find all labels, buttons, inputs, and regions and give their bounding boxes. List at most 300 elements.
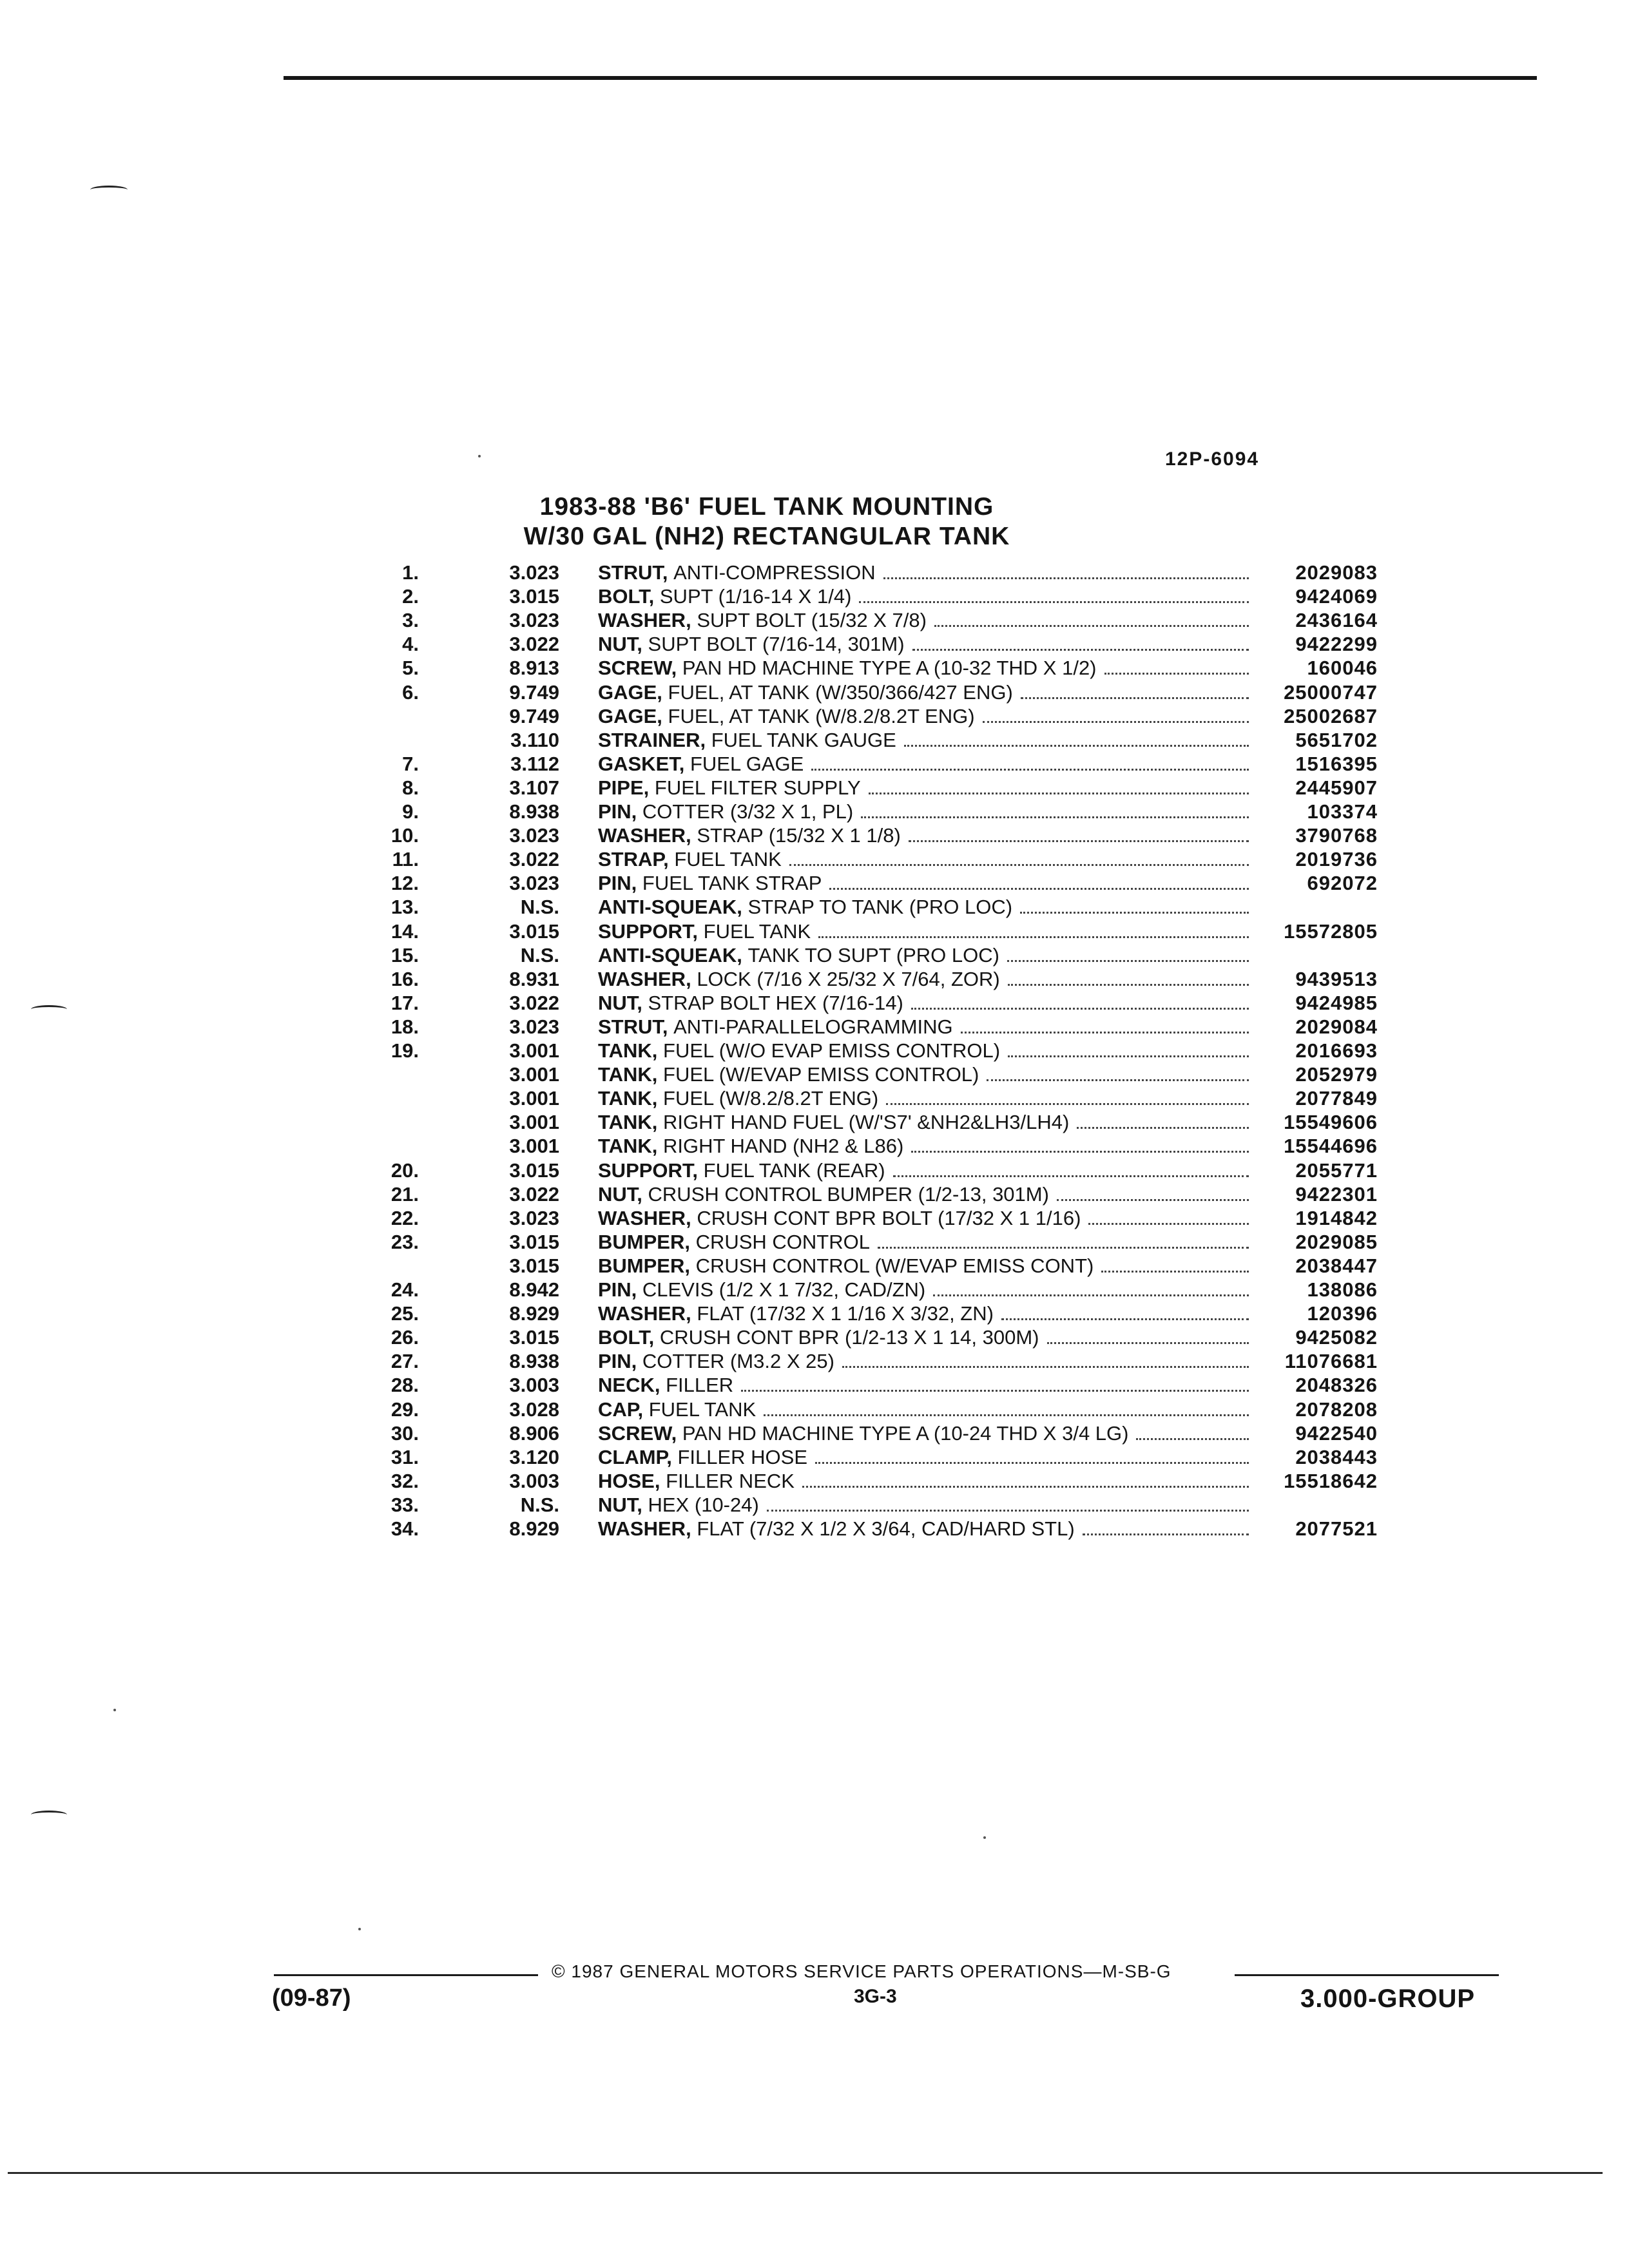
- part-name: SUPPORT,: [598, 920, 699, 943]
- table-row: [0, 895, 1629, 919]
- part-name: SCREW,: [598, 657, 677, 679]
- part-description: [598, 1349, 1249, 1373]
- part-number: 138086: [1307, 1278, 1378, 1301]
- ref-number: 2.: [402, 585, 419, 608]
- group-number: 8.931: [509, 968, 559, 990]
- table-row: [0, 943, 1629, 967]
- table-row: [0, 991, 1629, 1015]
- part-description: [598, 608, 1249, 632]
- ref-number: 12.: [390, 872, 419, 894]
- table-row: [0, 1421, 1629, 1445]
- ref-number: 1.: [402, 561, 419, 584]
- part-number: 9422540: [1295, 1422, 1378, 1445]
- dot-leader: [1008, 968, 1249, 986]
- part-name: NUT,: [598, 633, 642, 655]
- part-detail: FUEL (W/8.2/8.2T ENG): [663, 1087, 879, 1110]
- part-detail: CLEVIS (1/2 X 1 7/32, CAD/ZN): [642, 1278, 926, 1301]
- dot-leader: [883, 561, 1249, 579]
- table-row: [0, 704, 1629, 728]
- table-row: [0, 776, 1629, 800]
- part-detail: STRAP BOLT HEX (7/16-14): [648, 992, 903, 1014]
- part-detail: FILLER HOSE: [677, 1446, 808, 1468]
- part-detail: FUEL TANK STRAP: [642, 872, 822, 894]
- part-name: ANTI-SQUEAK,: [598, 944, 742, 966]
- table-row: [0, 1469, 1629, 1493]
- group-number: 3.001: [509, 1111, 559, 1133]
- part-detail: PAN HD MACHINE TYPE A (10-32 THD X 1/2): [682, 657, 1097, 679]
- part-description: [598, 1469, 1249, 1493]
- part-number: 160046: [1307, 657, 1378, 679]
- part-number: 103374: [1307, 800, 1378, 823]
- part-detail: CRUSH CONTROL BUMPER (1/2-13, 301M): [648, 1183, 1049, 1206]
- dot-leader: [909, 824, 1249, 842]
- footer-rule-left: [274, 1974, 538, 1976]
- group-number: 3.001: [509, 1063, 559, 1086]
- part-detail: SUPT BOLT (7/16-14, 301M): [648, 633, 905, 655]
- part-description: [598, 1062, 1249, 1086]
- group-number: 3.003: [509, 1470, 559, 1492]
- part-detail: FLAT (7/32 X 1/2 X 3/64, CAD/HARD STL): [697, 1517, 1075, 1540]
- dot-leader: [904, 729, 1249, 747]
- part-description: [598, 991, 1249, 1015]
- part-description: [598, 871, 1249, 895]
- group-number: 3.023: [509, 1015, 559, 1038]
- part-name: CLAMP,: [598, 1446, 672, 1468]
- part-detail: ANTI-COMPRESSION: [673, 561, 876, 584]
- ref-number: 33.: [390, 1494, 419, 1516]
- part-description: [598, 1302, 1249, 1325]
- table-row: [0, 919, 1629, 943]
- part-number: 15572805: [1284, 920, 1378, 943]
- part-number: 5651702: [1295, 729, 1378, 751]
- part-number: 3790768: [1295, 824, 1378, 847]
- page-title: 1983-88 'B6' FUEL TANK MOUNTING: [539, 493, 994, 521]
- part-detail: FUEL GAGE: [689, 753, 804, 775]
- copyright-notice: © 1987 GENERAL MOTORS SERVICE PARTS OPERATIONS—M-SB-G: [552, 1961, 1171, 1981]
- part-description: [598, 823, 1249, 847]
- illustration-number: 12P-6094: [1165, 448, 1260, 470]
- table-row: [0, 561, 1629, 584]
- part-description: [598, 752, 1249, 776]
- dot-leader: [987, 1063, 1249, 1081]
- group-number: 3.107: [509, 776, 559, 799]
- part-name: PIPE,: [598, 776, 650, 799]
- ref-number: 32.: [390, 1470, 419, 1492]
- group-number: 3.015: [509, 1231, 559, 1253]
- part-description: [598, 1206, 1249, 1230]
- group-number: 3.023: [509, 824, 559, 847]
- table-row: [0, 1110, 1629, 1134]
- group-number: 3.023: [509, 872, 559, 894]
- dot-leader: [1077, 1111, 1249, 1129]
- part-number: 9439513: [1295, 968, 1378, 990]
- page-number: 3G-3: [854, 1986, 897, 2007]
- part-number: 15544696: [1284, 1135, 1378, 1157]
- dot-leader: [1001, 1302, 1249, 1320]
- dot-leader: [961, 1015, 1249, 1033]
- part-description: [598, 656, 1249, 680]
- part-number: 1914842: [1295, 1207, 1378, 1229]
- group-number: 9.749: [509, 705, 559, 727]
- dot-leader: [911, 1135, 1249, 1153]
- ref-number: 9.: [402, 800, 419, 823]
- table-row: [0, 1278, 1629, 1302]
- part-detail: STRAP (15/32 X 1 1/8): [697, 824, 901, 847]
- binder-hole-mark: [31, 1811, 67, 1819]
- part-name: WASHER,: [598, 1517, 691, 1540]
- part-detail: CRUSH CONTROL (W/EVAP EMISS CONT): [695, 1254, 1094, 1277]
- part-detail: CRUSH CONT BPR (1/2-13 X 1 14, 300M): [659, 1326, 1039, 1349]
- dot-leader: [1057, 1183, 1249, 1201]
- part-description: [598, 967, 1249, 991]
- part-description: [598, 943, 1249, 967]
- part-detail: COTTER (M3.2 X 25): [642, 1350, 834, 1372]
- part-number: 11076681: [1284, 1350, 1378, 1372]
- ref-number: 18.: [390, 1015, 419, 1038]
- scan-speck: [113, 1709, 116, 1711]
- part-number: 2038447: [1295, 1254, 1378, 1277]
- part-number: 2048326: [1295, 1374, 1378, 1396]
- ref-number: 30.: [390, 1422, 419, 1445]
- group-number: 3.001: [509, 1135, 559, 1157]
- part-description: [598, 1373, 1249, 1397]
- ref-number: 10.: [390, 824, 419, 847]
- part-name: TANK,: [598, 1087, 658, 1110]
- table-row: [0, 1325, 1629, 1349]
- table-row: [0, 632, 1629, 656]
- group-number: 3.023: [509, 1207, 559, 1229]
- bottom-rule: [8, 2172, 1603, 2174]
- part-description: [598, 1325, 1249, 1349]
- part-name: SUPPORT,: [598, 1159, 699, 1182]
- part-name: WASHER,: [598, 968, 691, 990]
- group-number: 8.938: [509, 800, 559, 823]
- part-description: [598, 1445, 1249, 1469]
- part-name: WASHER,: [598, 1207, 691, 1229]
- dot-leader: [1020, 896, 1249, 914]
- dot-leader: [934, 609, 1249, 627]
- dot-leader: [878, 1231, 1249, 1249]
- part-number: 2077849: [1295, 1087, 1378, 1110]
- part-number: 2029085: [1295, 1231, 1378, 1253]
- part-name: WASHER,: [598, 824, 691, 847]
- part-number: 2078208: [1295, 1398, 1378, 1421]
- top-rule: [284, 76, 1537, 80]
- part-name: STRAINER,: [598, 729, 706, 751]
- group-number: 3.003: [509, 1374, 559, 1396]
- part-detail: FUEL, AT TANK (W/8.2/8.2T ENG): [668, 705, 975, 727]
- ref-number: 14.: [390, 920, 419, 943]
- part-number: 2029083: [1295, 561, 1378, 584]
- part-detail: FUEL, AT TANK (W/350/366/427 ENG): [668, 681, 1013, 704]
- part-number: 2055771: [1295, 1159, 1378, 1182]
- dot-leader: [886, 1087, 1249, 1105]
- part-description: [598, 847, 1249, 871]
- dot-leader: [741, 1374, 1249, 1392]
- part-detail: HEX (10-24): [648, 1494, 759, 1516]
- part-description: [598, 1182, 1249, 1206]
- part-detail: FUEL TANK (REAR): [703, 1159, 885, 1182]
- part-description: [598, 800, 1249, 823]
- ref-number: 17.: [390, 992, 419, 1014]
- dot-leader: [789, 848, 1249, 866]
- table-row: [0, 1398, 1629, 1421]
- ref-number: 23.: [390, 1231, 419, 1253]
- part-description: [598, 561, 1249, 584]
- part-number: 2052979: [1295, 1063, 1378, 1086]
- dot-leader: [983, 705, 1249, 723]
- part-name: TANK,: [598, 1063, 658, 1086]
- part-name: BOLT,: [598, 1326, 655, 1349]
- scan-speck: [478, 455, 481, 457]
- ref-number: 28.: [390, 1374, 419, 1396]
- table-row: [0, 1182, 1629, 1206]
- part-detail: FUEL TANK GAUGE: [711, 729, 896, 751]
- ref-number: 8.: [402, 776, 419, 799]
- dot-leader: [815, 1446, 1249, 1464]
- table-row: [0, 1349, 1629, 1373]
- table-row: [0, 1493, 1629, 1517]
- part-name: STRUT,: [598, 1015, 668, 1038]
- part-name: TANK,: [598, 1039, 658, 1062]
- table-row: [0, 1086, 1629, 1110]
- part-name: GASKET,: [598, 753, 685, 775]
- part-detail: TANK TO SUPT (PRO LOC): [747, 944, 999, 966]
- part-detail: FUEL TANK: [703, 920, 811, 943]
- dot-leader: [1007, 944, 1249, 962]
- part-name: NECK,: [598, 1374, 660, 1396]
- part-detail: FUEL FILTER SUPPLY: [654, 776, 861, 799]
- group-number: 3.112: [510, 753, 559, 775]
- group-number: 8.929: [509, 1302, 559, 1325]
- dot-leader: [1088, 1207, 1249, 1225]
- part-description: [598, 680, 1249, 704]
- part-number: 2016693: [1295, 1039, 1378, 1062]
- group-number: N.S.: [520, 896, 559, 918]
- ref-number: 31.: [390, 1446, 419, 1468]
- part-number: 2445907: [1295, 776, 1378, 799]
- group-number: 3.022: [509, 633, 559, 655]
- table-row: [0, 1445, 1629, 1469]
- part-description: [598, 632, 1249, 656]
- table-row: [0, 1206, 1629, 1230]
- dot-leader: [1104, 657, 1249, 675]
- dot-leader: [911, 992, 1249, 1010]
- dot-leader: [767, 1494, 1249, 1512]
- dot-leader: [1136, 1422, 1249, 1440]
- part-number: 15549606: [1284, 1111, 1378, 1133]
- part-name: NUT,: [598, 1183, 642, 1206]
- part-detail: PAN HD MACHINE TYPE A (10-24 THD X 3/4 LG): [682, 1422, 1129, 1445]
- table-row: [0, 752, 1629, 776]
- ref-number: 5.: [402, 657, 419, 679]
- ref-number: 26.: [390, 1326, 419, 1349]
- group-number: 3.015: [509, 1326, 559, 1349]
- part-detail: FUEL (W/O EVAP EMISS CONTROL): [663, 1039, 1001, 1062]
- part-detail: STRAP TO TANK (PRO LOC): [747, 896, 1013, 918]
- part-description: [598, 704, 1249, 728]
- dot-leader: [811, 753, 1249, 771]
- part-name: NUT,: [598, 992, 642, 1014]
- group-number: N.S.: [520, 1494, 559, 1516]
- part-name: PIN,: [598, 1350, 637, 1372]
- part-name: CAP,: [598, 1398, 644, 1421]
- ref-number: 6.: [402, 681, 419, 704]
- table-row: [0, 1517, 1629, 1541]
- part-name: SCREW,: [598, 1422, 677, 1445]
- dot-leader: [764, 1398, 1249, 1416]
- group-number: 3.015: [509, 1159, 559, 1182]
- part-description: [598, 728, 1249, 752]
- part-number: 9425082: [1295, 1326, 1378, 1349]
- ref-number: 22.: [390, 1207, 419, 1229]
- group-number: N.S.: [520, 944, 559, 966]
- group-number: 3.120: [509, 1446, 559, 1468]
- part-name: BOLT,: [598, 585, 655, 608]
- scan-speck: [358, 1928, 361, 1930]
- table-row: [0, 1062, 1629, 1086]
- part-description: [598, 1134, 1249, 1158]
- group-number: 3.022: [509, 848, 559, 870]
- dot-leader: [802, 1470, 1249, 1488]
- dot-leader: [818, 920, 1249, 938]
- part-description: [598, 1110, 1249, 1134]
- part-description: [598, 919, 1249, 943]
- part-name: BUMPER,: [598, 1231, 690, 1253]
- part-name: PIN,: [598, 1278, 637, 1301]
- part-detail: SUPT BOLT (15/32 X 7/8): [697, 609, 927, 631]
- part-detail: FUEL (W/EVAP EMISS CONTROL): [663, 1063, 979, 1086]
- table-row: [0, 800, 1629, 823]
- part-description: [598, 776, 1249, 800]
- part-detail: CRUSH CONT BPR BOLT (17/32 X 1 1/16): [697, 1207, 1081, 1229]
- part-detail: CRUSH CONTROL: [695, 1231, 870, 1253]
- part-number: 2077521: [1295, 1517, 1378, 1540]
- part-description: [598, 1398, 1249, 1421]
- part-name: ANTI-SQUEAK,: [598, 896, 742, 918]
- ref-number: 20.: [390, 1159, 419, 1182]
- table-row: [0, 1302, 1629, 1325]
- ref-number: 16.: [390, 968, 419, 990]
- ref-number: 29.: [390, 1398, 419, 1421]
- group-number: 3.023: [509, 609, 559, 631]
- part-description: [598, 1015, 1249, 1039]
- dot-leader: [869, 776, 1249, 794]
- part-name: PIN,: [598, 800, 637, 823]
- table-row: [0, 847, 1629, 871]
- group-number: 8.942: [509, 1278, 559, 1301]
- ref-number: 34.: [390, 1517, 419, 1540]
- table-row: [0, 823, 1629, 847]
- part-description: [598, 584, 1249, 608]
- part-description: [598, 1493, 1249, 1517]
- table-row: [0, 1039, 1629, 1062]
- dot-leader: [1101, 1254, 1249, 1273]
- part-name: TANK,: [598, 1111, 658, 1133]
- dot-leader: [1021, 681, 1249, 699]
- table-row: [0, 1158, 1629, 1182]
- part-description: [598, 1086, 1249, 1110]
- group-number: 3.001: [509, 1039, 559, 1062]
- table-row: [0, 1254, 1629, 1278]
- table-row: [0, 1015, 1629, 1039]
- part-detail: ANTI-PARALLELOGRAMMING: [673, 1015, 953, 1038]
- part-name: GAGE,: [598, 705, 662, 727]
- dot-leader: [842, 1350, 1249, 1368]
- dot-leader: [861, 800, 1249, 818]
- part-name: PIN,: [598, 872, 637, 894]
- part-description: [598, 1254, 1249, 1278]
- part-detail: RIGHT HAND (NH2 & L86): [663, 1135, 904, 1157]
- ref-number: 19.: [390, 1039, 419, 1062]
- part-detail: FUEL TANK: [648, 1398, 757, 1421]
- ref-number: 11.: [392, 848, 419, 870]
- part-number: 25000747: [1284, 681, 1378, 704]
- part-name: STRUT,: [598, 561, 668, 584]
- ref-number: 27.: [390, 1350, 419, 1372]
- part-number: 120396: [1307, 1302, 1378, 1325]
- footer-rule-right: [1235, 1974, 1499, 1976]
- part-number: 2436164: [1295, 609, 1378, 631]
- part-number: 692072: [1307, 872, 1378, 894]
- part-name: HOSE,: [598, 1470, 660, 1492]
- table-row: [0, 608, 1629, 632]
- ref-number: 21.: [390, 1183, 419, 1206]
- group-number: 3.022: [509, 992, 559, 1014]
- part-number: 2019736: [1295, 848, 1378, 870]
- part-number: 9422301: [1295, 1183, 1378, 1206]
- ref-number: 13.: [390, 896, 419, 918]
- part-number: 9424069: [1295, 585, 1378, 608]
- group-number: 3.015: [509, 1254, 559, 1277]
- part-detail: FLAT (17/32 X 1 1/16 X 3/32, ZN): [697, 1302, 994, 1325]
- part-description: [598, 1278, 1249, 1302]
- part-name: NUT,: [598, 1494, 642, 1516]
- part-number: 9424985: [1295, 992, 1378, 1014]
- table-row: [0, 1134, 1629, 1158]
- part-detail: RIGHT HAND FUEL (W/'S7' &NH2&LH3/LH4): [663, 1111, 1070, 1133]
- scan-speck: [983, 1836, 986, 1839]
- part-name: TANK,: [598, 1135, 658, 1157]
- ref-number: 3.: [402, 609, 419, 631]
- group-number: 3.015: [509, 920, 559, 943]
- table-row: [0, 871, 1629, 895]
- part-description: [598, 1158, 1249, 1182]
- part-detail: FILLER NECK: [666, 1470, 795, 1492]
- part-name: WASHER,: [598, 1302, 691, 1325]
- group-number: 8.929: [509, 1517, 559, 1540]
- group-number: 3.022: [509, 1183, 559, 1206]
- part-number: 15518642: [1284, 1470, 1378, 1492]
- part-description: [598, 1421, 1249, 1445]
- dot-leader: [893, 1159, 1249, 1177]
- part-number: 25002687: [1284, 705, 1378, 727]
- ref-number: 25.: [390, 1302, 419, 1325]
- dot-leader: [912, 633, 1249, 651]
- ref-number: 24.: [390, 1278, 419, 1301]
- group-number: 3.110: [510, 729, 559, 751]
- dot-leader: [859, 585, 1249, 603]
- part-name: WASHER,: [598, 609, 691, 631]
- ref-number: 7.: [402, 753, 419, 775]
- group-number: 8.938: [509, 1350, 559, 1372]
- ref-number: 4.: [402, 633, 419, 655]
- dot-leader: [933, 1278, 1249, 1296]
- part-number: 1516395: [1295, 753, 1378, 775]
- page-subtitle: W/30 GAL (NH2) RECTANGULAR TANK: [523, 523, 1010, 550]
- group-number: 3.023: [509, 561, 559, 584]
- dot-leader: [829, 872, 1249, 890]
